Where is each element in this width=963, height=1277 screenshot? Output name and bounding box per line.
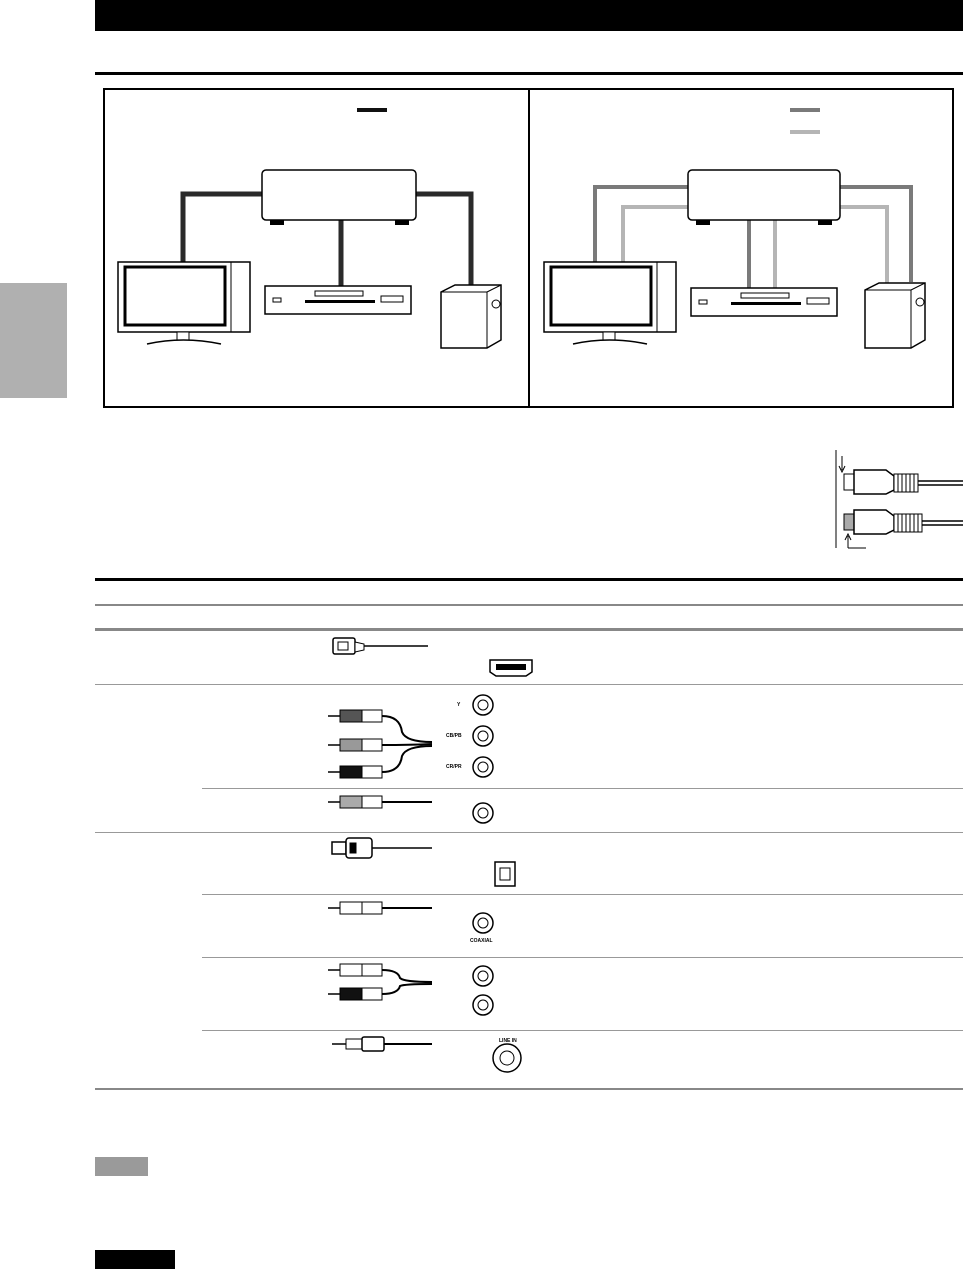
jack-label-y: Y (457, 702, 461, 708)
av-receiver-icon (262, 170, 416, 225)
jack-label-cb-pb: CB/PB (446, 733, 462, 739)
component-plug-icon (328, 710, 432, 778)
note-box (95, 1157, 148, 1176)
speaker-icon (441, 285, 501, 348)
jack-label-cr-pr: CR/PR (446, 764, 462, 770)
cable-left-tv (183, 194, 263, 262)
rca-jack-icon (473, 913, 493, 933)
side-tab (0, 283, 67, 398)
rca-jack-icon (473, 966, 493, 1015)
speaker-icon (865, 283, 925, 348)
plug-insertion-figure (826, 448, 963, 558)
coaxial-plug-icon (328, 902, 432, 914)
table-row-rule (202, 894, 963, 895)
table-row-rule (202, 957, 963, 958)
cable-left-speaker (415, 194, 471, 285)
table-rule-bottom (95, 1088, 963, 1090)
hdmi-plug-icon (333, 638, 428, 654)
composite-plug-icon (328, 796, 432, 808)
av-receiver-icon (688, 170, 840, 225)
mini-jack-icon (493, 1044, 521, 1072)
table-rule-top (95, 578, 963, 581)
tip-box (95, 1250, 175, 1269)
tv-icon (118, 262, 250, 344)
optical-socket-icon (495, 862, 515, 886)
optical-plug-icon (332, 838, 432, 858)
dvd-player-icon (265, 286, 411, 314)
stereo-rca-plug-icon (328, 964, 432, 1000)
dvd-player-icon (691, 288, 837, 316)
jack-label-line-in: LINE IN (499, 1038, 517, 1044)
rca-jack-icon (473, 695, 493, 777)
mini-plug-icon (332, 1037, 432, 1051)
header-bar (95, 0, 963, 31)
table-row-rule (202, 1030, 963, 1031)
rca-jack-icon (473, 803, 493, 823)
section-rule-top (95, 72, 963, 75)
hdmi-socket-icon (490, 660, 532, 676)
connection-diagram (103, 88, 954, 408)
jack-label-coaxial: COAXIAL (470, 938, 493, 944)
table-row-rule (202, 788, 963, 789)
table-header-rule-2 (95, 628, 963, 631)
tv-icon (544, 262, 676, 344)
table-header-rule (95, 604, 963, 606)
